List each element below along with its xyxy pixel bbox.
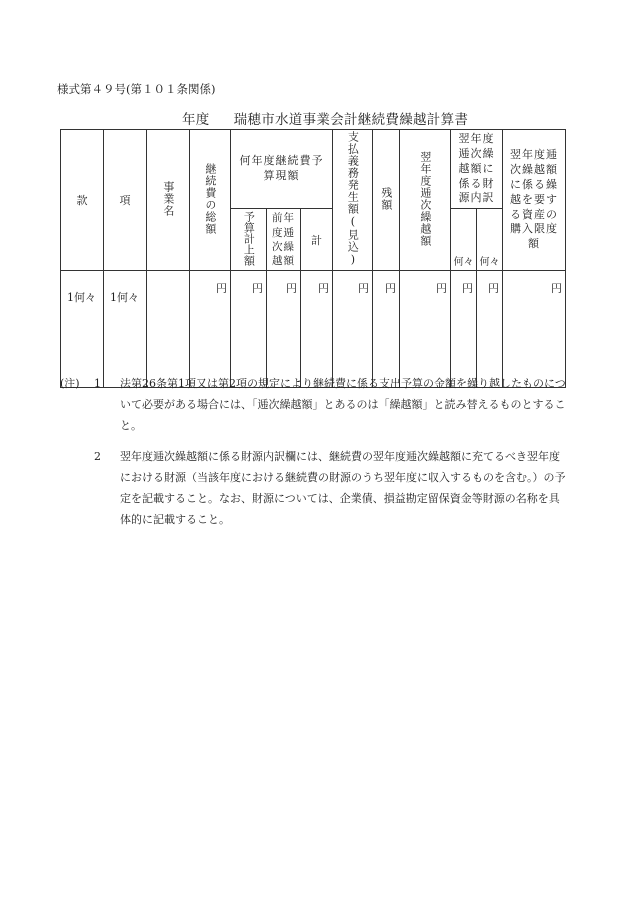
carryover-table	[60, 129, 566, 388]
header-zaigen-1: 何々	[451, 209, 477, 271]
header-yosan-group: 何年度継続費予算現額	[231, 130, 333, 209]
title-year-prefix: 年度	[182, 112, 210, 128]
header-limit: 翌年度逓次繰越額に係る繰越を要する資産の購入限度額	[503, 130, 566, 271]
note-number: 1	[94, 377, 101, 390]
note-text: 翌年度逓次繰越額に係る財源内訳欄には、継続費の翌年度逓次繰越額に充てるべき翌年度における財源（当該年度における継続費の財源のうち翌年度に収入するものを含む。）の予定を記載すること。なお、財源については、企業債、損益勘定留保資金等財源の名称を具体的に記載すること。	[120, 450, 566, 526]
header-kou: 項	[104, 130, 147, 271]
header-jigyomei: 事業名	[147, 130, 190, 271]
cell-yokunendo-kurikoshi: 円	[400, 271, 451, 388]
title-main: 瑞穂市水道事業会計継続費繰越計算書	[233, 112, 469, 128]
header-sougaku: 継続費の総額	[190, 130, 231, 271]
cell-jigyomei	[147, 271, 190, 388]
cell-kan: 1何々	[61, 271, 104, 388]
header-zennendo: 前年度逓次繰越額	[267, 209, 301, 271]
cell-yosan-keijo: 円	[231, 271, 267, 388]
note-item	[94, 446, 570, 530]
header-yosan-keijo: 予算計上額	[231, 209, 267, 271]
cell-zennendo: 円	[267, 271, 301, 388]
cell-sougaku: 円	[190, 271, 231, 388]
header-zaigen-group: 翌年度逓次繰越額に係る財源内訳	[451, 130, 503, 209]
notes-section	[60, 373, 570, 530]
note-item	[60, 373, 570, 436]
header-kei: 計	[301, 209, 333, 271]
cell-zaigen-2: 円	[477, 271, 503, 388]
header-zangaku: 残額	[373, 130, 400, 271]
cell-zaigen-1: 円	[451, 271, 477, 388]
form-label: 様式第４９号(第１０１条関係)	[57, 82, 216, 96]
cell-limit: 円	[503, 271, 566, 388]
cell-zangaku: 円	[373, 271, 400, 388]
header-zaigen-2: 何々	[477, 209, 503, 271]
cell-kou: 1何々	[104, 271, 147, 388]
note-text: 法第26条第1項又は第2項の規定により継続費に係る支出予算の金額を繰り越したものについて必要がある場合には、「逓次繰越額」とあるのは「繰越額」と読み替えるものとすること。	[120, 377, 566, 432]
notes-label: (注)	[60, 377, 80, 390]
header-kan: 款	[61, 130, 104, 271]
header-shiharai: 支払義務発生額(見込)	[333, 130, 373, 271]
note-number: 2	[94, 450, 101, 463]
document-title	[182, 108, 468, 128]
header-yokunendo-kurikoshi: 翌年度逓次繰越額	[400, 130, 451, 271]
cell-shiharai: 円	[333, 271, 373, 388]
cell-kei: 円	[301, 271, 333, 388]
